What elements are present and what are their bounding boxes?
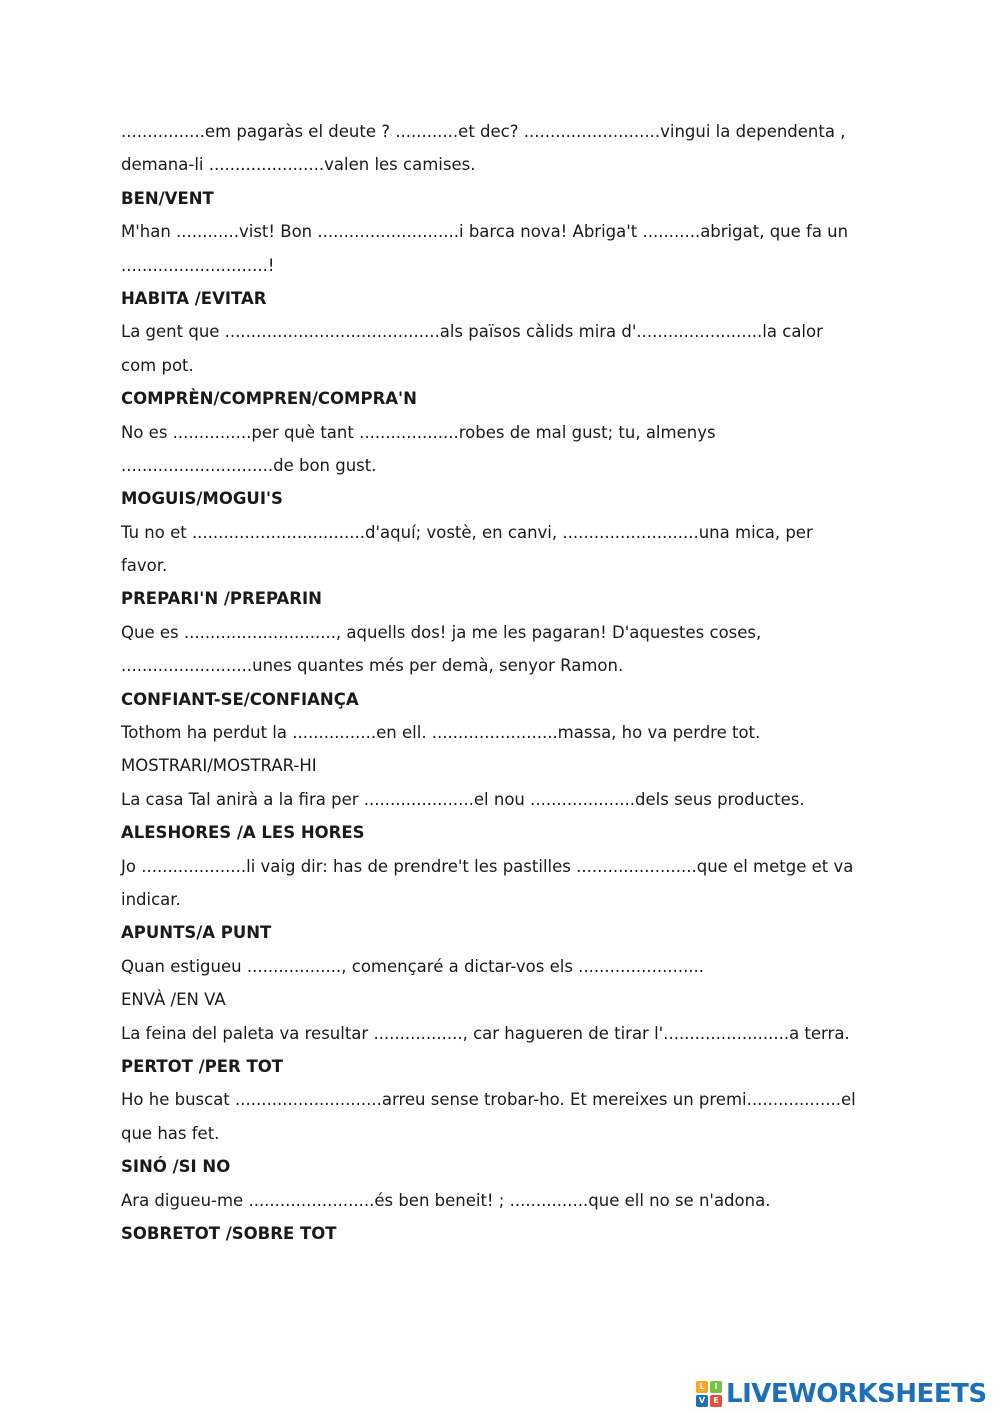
exercise-line: Ara digueu-me ........................és ben beneit! ; ...............que ell no se n'adona.	[121, 1190, 771, 1210]
liveworksheets-logo	[696, 1378, 987, 1410]
section-heading: SINÓ /SI NO	[121, 1157, 231, 1177]
exercise-line: ................em pagaràs el deute ? ............et dec? ..........................vingui la dependenta ,	[121, 122, 846, 141]
exercise-line: que has fet.	[121, 1123, 220, 1143]
exercise-line: .............................de bon gust.	[121, 455, 377, 475]
exercise-line: indicar.	[121, 889, 181, 909]
logo-mark-cell: E	[710, 1395, 722, 1407]
exercise-line: M'han ............vist! Bon ...........................i barca nova! Abriga't ...........abrigat, que fa un	[121, 222, 849, 242]
section-heading: SOBRETOT /SOBRE TOT	[121, 1223, 337, 1243]
section-heading: APUNTS/A PUNT	[121, 923, 272, 943]
exercise-line: ENVÀ /EN VA	[121, 990, 226, 1010]
section-heading: MOGUIS/MOGUI'S	[121, 489, 283, 509]
exercise-line: .........................unes quantes més per demà, senyor Ramon.	[121, 656, 624, 676]
exercise-line: com pot.	[121, 355, 194, 375]
exercise-line: Tu no et .................................d'aquí; vostè, en canvi, ..........................una mica, per	[121, 522, 813, 542]
section-heading: HABITA /EVITAR	[121, 288, 267, 308]
section-heading: COMPRÈN/COMPREN/COMPRA'N	[121, 389, 417, 409]
exercise-line: Jo ....................li vaig dir: has de prendre't les pastilles .......................que el metge et va	[121, 856, 854, 876]
logo-mark-icon	[696, 1381, 722, 1407]
exercise-line: favor.	[121, 556, 168, 576]
exercise-line: Tothom ha perdut la ................en ell. ........................massa, ho va perdre tot.	[121, 723, 761, 743]
exercise-line: Ho he buscat ............................arreu sense trobar-ho. Et mereixes un premi..................el	[121, 1090, 856, 1110]
section-heading: CONFIANT-SE/CONFIANÇA	[121, 689, 359, 709]
exercise-line: Que es ............................., aquells dos! ja me les pagaran! D'aquestes coses,	[121, 622, 762, 642]
exercise-line: La gent que .........................................als països càlids mira d'........................la calor	[121, 322, 823, 342]
logo-mark-cell: V	[696, 1395, 708, 1407]
exercise-line: Quan estigueu .................., començaré a dictar-vos els ........................	[121, 956, 705, 976]
exercise-line: demana-li ......................valen les camises.	[121, 155, 476, 175]
exercise-line: ............................!	[121, 255, 275, 275]
logo-text: LIVEWORKSHEETS	[726, 1379, 987, 1409]
exercise-line: No es ...............per què tant ...................robes de mal gust; tu, almenys	[121, 422, 716, 442]
worksheet-body	[121, 115, 891, 1250]
section-heading: PREPARI'N /PREPARIN	[121, 589, 322, 609]
exercise-line: La feina del paleta va resultar ................., car hagueren de tirar l'........................a terra.	[121, 1023, 850, 1043]
exercise-line: MOSTRARI/MOSTRAR-HI	[121, 756, 317, 776]
section-heading: PERTOT /PER TOT	[121, 1056, 283, 1076]
logo-mark-cell: L	[696, 1381, 708, 1393]
exercise-line: La casa Tal anirà a la fira per .....................el nou ....................dels seus productes.	[121, 789, 805, 809]
logo-mark-cell: I	[710, 1381, 722, 1393]
section-heading: BEN/VENT	[121, 188, 214, 208]
section-heading: ALESHORES /A LES HORES	[121, 823, 365, 843]
